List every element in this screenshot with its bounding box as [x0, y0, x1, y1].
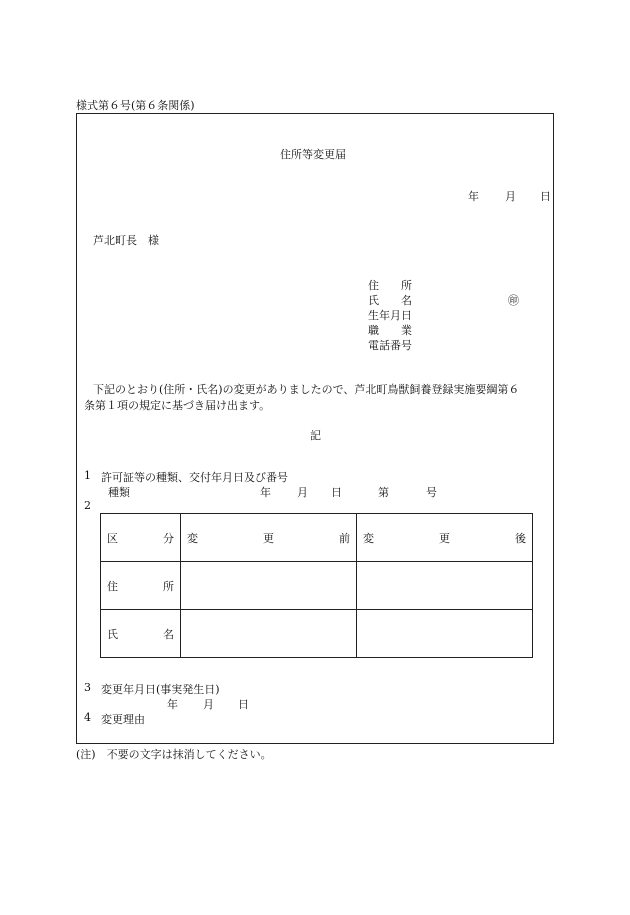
row-label-address: 住 所 — [101, 562, 181, 610]
applicant-name-label: 氏 名 — [368, 294, 412, 307]
item3-label: 変更年月日(事実発生日) — [101, 683, 220, 696]
item3-year: 年 — [167, 698, 178, 711]
address-after-cell[interactable] — [357, 562, 533, 610]
ki-heading: 記 — [310, 429, 321, 442]
item4-label: 変更理由 — [101, 713, 145, 726]
addressee: 芦北町長 様 — [93, 234, 159, 247]
date-year: 年 — [468, 190, 479, 203]
item1-go: 号 — [426, 486, 437, 499]
address-before-cell[interactable] — [181, 562, 357, 610]
item3-month: 月 — [203, 698, 214, 711]
item1-label: 許可証等の種類、交付年月日及び番号 — [101, 471, 288, 484]
item1-year: 年 — [260, 486, 271, 499]
applicant-address-label: 住 所 — [368, 279, 412, 292]
table-row — [101, 610, 533, 658]
header-kubun: 区 分 — [101, 514, 181, 562]
change-table — [100, 513, 533, 658]
seal-mark: ㊞ — [508, 294, 519, 307]
table-header-row — [101, 514, 533, 562]
item3-number: 3 — [84, 681, 91, 694]
name-before-cell[interactable] — [181, 610, 357, 658]
item1-day: 日 — [331, 486, 342, 499]
header-before: 変 更 前 — [181, 514, 357, 562]
applicant-occupation-label: 職 業 — [368, 324, 412, 337]
body-line-1: 下記のとおり(住所・氏名)の変更がありましたので、芦北町鳥獣飼養登録実施要綱第６ — [93, 383, 520, 396]
form-title: 住所等変更届 — [280, 148, 346, 161]
table-row — [101, 562, 533, 610]
row-label-name: 氏 名 — [101, 610, 181, 658]
body-line-2: 条第１項の規定に基づき届け出ます。 — [84, 399, 271, 412]
item1-dai: 第 — [378, 486, 389, 499]
item2-number: 2 — [84, 499, 91, 512]
date-day: 日 — [540, 190, 551, 203]
applicant-birthdate-label: 生年月日 — [368, 309, 412, 322]
header-after: 変 更 後 — [357, 514, 533, 562]
item1-kind: 種類 — [108, 486, 130, 499]
item3-day: 日 — [238, 698, 249, 711]
item1-month: 月 — [297, 486, 308, 499]
footnote: (注) 不要の文字は抹消してください。 — [76, 748, 272, 761]
form-number: 様式第６号(第６条関係) — [76, 99, 195, 112]
applicant-phone-label: 電話番号 — [368, 339, 412, 352]
date-month: 月 — [505, 190, 516, 203]
item4-number: 4 — [84, 711, 91, 724]
name-after-cell[interactable] — [357, 610, 533, 658]
item1-number: 1 — [84, 469, 91, 482]
